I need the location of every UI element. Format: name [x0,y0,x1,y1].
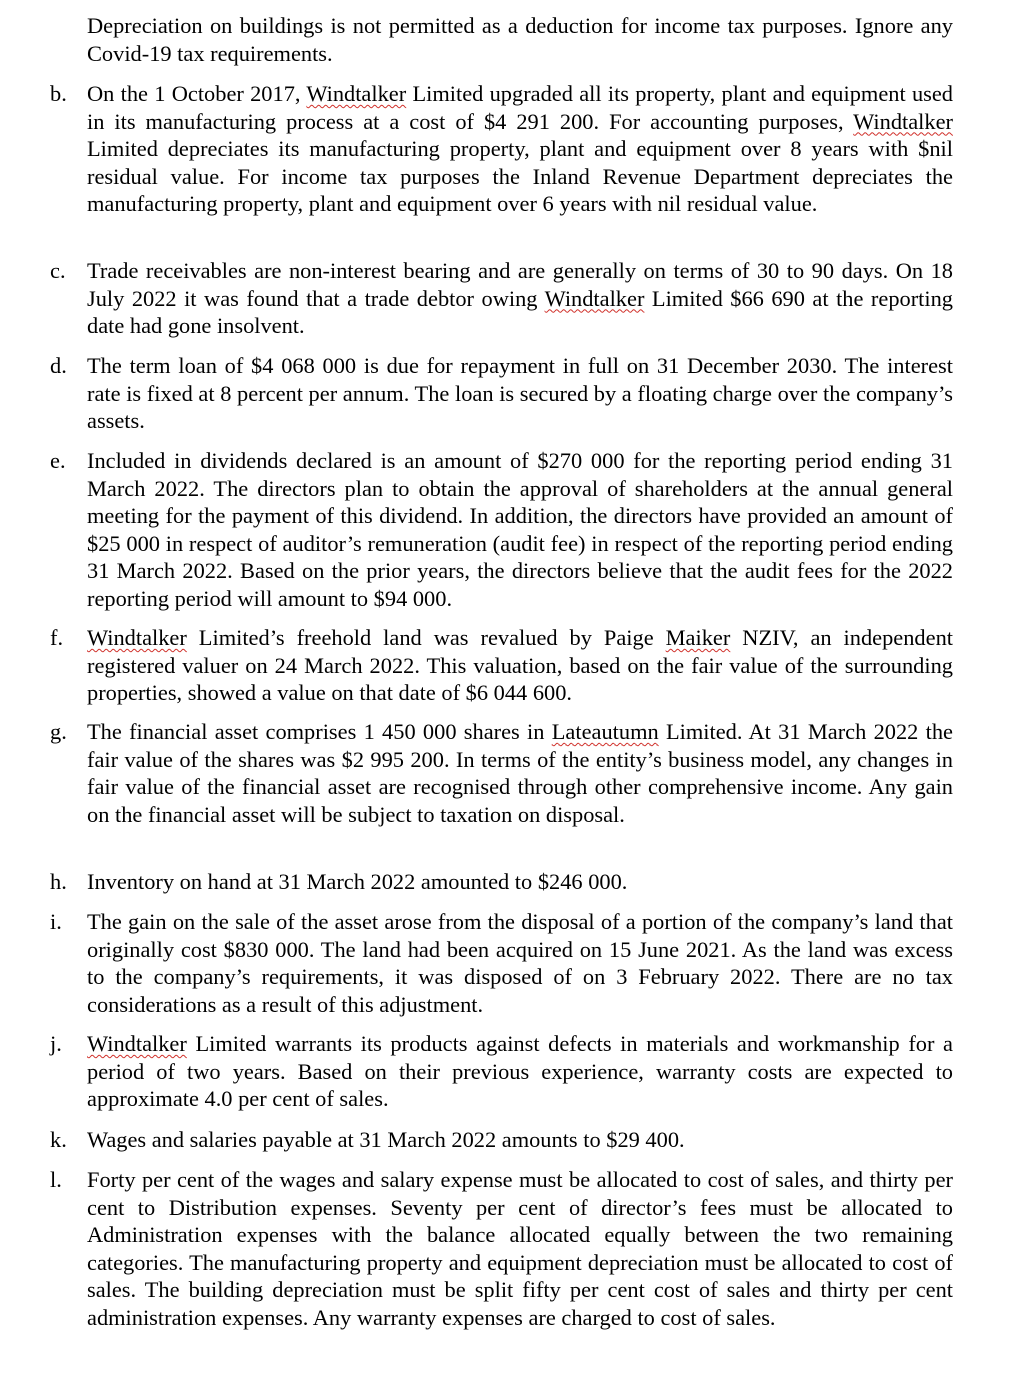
item-marker: c. [50,258,66,283]
item-marker: l. [50,1167,62,1192]
item-marker: g. [50,719,67,744]
item-text: The term loan of $4 068 000 is due for repayment in full on 31 December 2030. The interest rate is fixed at 8 percent per annum. The loan is secured by a floating charge over the company’s assets. [87,353,953,434]
item-text: The gain on the sale of the asset arose from the disposal of a portion of the company’s land that originally cost $830 000. The land had been acquired on 15 June 2021. As the land was excess to the company’s requirements, it was disposed of on 3 February 2022. There are no tax considerations as a result of this adjustment. [87,909,953,1017]
item-marker: i. [50,909,62,934]
spellcheck-squiggle: Windtalker [87,625,187,650]
item-text: Included in dividends declared is an amount of $270 000 for the reporting period ending 31 March 2022. The directors plan to obtain the approval of shareholders at the annual general meeting for the payment of this dividend. In addition, the directors have provided an amount of $25 000 in respect of auditor’s remuneration (audit fee) in respect of the reporting period ending 31 March 2022. Based on the prior years, the directors believe that the audit fees for the 2022 reporting period will amount to $94 000. [87,448,953,611]
item-marker: f. [50,625,64,650]
spellcheck-squiggle: Lateautumn [551,719,659,744]
intro-text: Depreciation on buildings is not permitted as a deduction for income tax purposes. Ignore any Covid-19 tax requirements. [87,13,953,66]
item-text: Windtalker Limited warrants its products against defects in materials and workmanship for a period of two years. Based on their previous experience, warranty costs are expected to approximate 4.0 per cent of sales. [87,1031,953,1112]
item-marker: d. [50,353,67,378]
item-marker: k. [50,1127,67,1152]
item-marker: e. [50,448,66,473]
spellcheck-squiggle: Maiker [665,625,731,650]
item-text: Trade receivables are non-interest bearing and are generally on terms of 30 to 90 days. On 18 July 2022 it was found that a trade debtor owing Windtalker Limited $66 690 at the reporting date had gone insolvent. [87,258,954,339]
spellcheck-squiggle: Windtalker [87,1031,187,1056]
item-text: Windtalker Limited’s freehold land was revalued by Paige Maiker NZIV, an independent registered valuer on 24 March 2022. This valuation, based on the fair value of the surrounding properties, showed a value on that date of $6 044 600. [87,625,953,706]
item-text: The financial asset comprises 1 450 000 shares in Lateautumn Limited. At 31 March 2022 the fair value of the shares was $2 995 200. In terms of the entity’s business model, any changes in fair value of the financial asset are recognised through other comprehensive income. Any gain on the financial asset will be subject to taxation on disposal. [87,719,953,827]
spellcheck-squiggle: Windtalker [306,81,407,106]
item-marker: j. [50,1031,62,1056]
spellcheck-squiggle: Windtalker [853,108,953,134]
spellcheck-squiggle: Windtalker [544,285,645,311]
item-marker: b. [50,81,67,106]
item-text: Wages and salaries payable at 31 March 2022 amounts to $29 400. [87,1127,685,1152]
item-marker: h. [50,869,67,894]
item-text: Inventory on hand at 31 March 2022 amounted to $246 000. [87,869,628,894]
item-text: Forty per cent of the wages and salary expense must be allocated to cost of sales, and thirty per cent to Distribution expenses. Seventy per cent of director’s fees must be allocated to Administration expenses with the balance allocated equally between the two remaining categories. The manufacturing property and equipment depreciation must be allocated to cost of sales. The building depreciation must be split fifty per cent cost of sales and thirty per cent administration expenses. Any warranty expenses are charged to cost of sales. [87,1167,953,1330]
item-text: On the 1 October 2017, Windtalker Limited upgraded all its property, plant and equipment used in its manufacturing process at a cost of $4 291 200. For accounting purposes, Windtalker Limited depreciates its manufacturing property, plant and equipment over 8 years with $nil residual value. For income tax purposes the Inland Revenue Department depreciates the manufacturing property, plant and equipment over 6 years with nil residual value. [87,81,953,217]
